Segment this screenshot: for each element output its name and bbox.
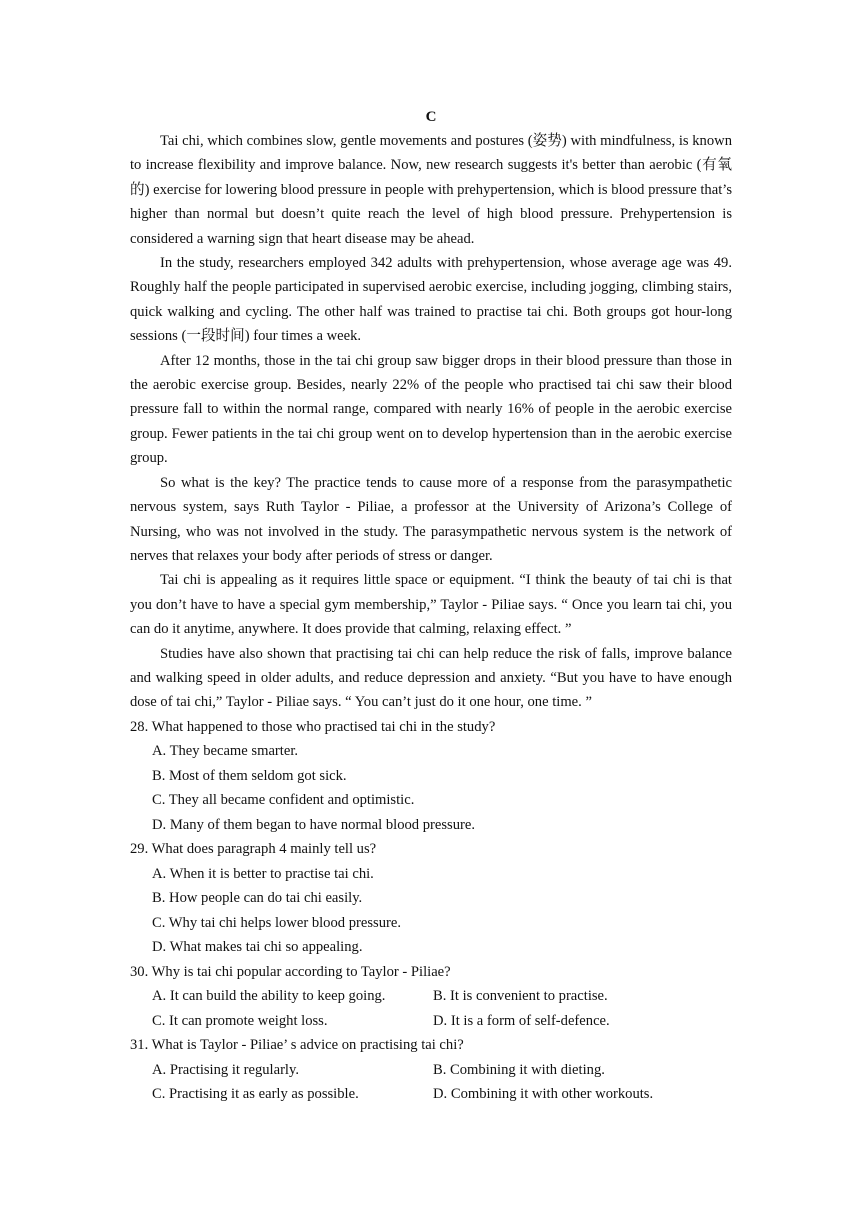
section-title: C [425,109,437,125]
option-d: D. Combining it with other workouts. [433,1086,654,1103]
option-d: D. What makes tai chi so appealing. [152,939,363,956]
option-row [152,984,732,1009]
paragraph-4: So what is the key? The practice tends to cause more of a response from the parasympathetic nervous system, says Ruth Taylor - Piliae, a professor at the University of Arizona’s College of Nursing, who was not involved in the study. The parasympathetic nervous system is the network of nerves that relaxes your body after periods of stress or danger. [130,474,732,564]
question-31 [130,1033,732,1107]
question-stem: 31. What is Taylor - Piliae’ s advice on practising tai chi? [130,1037,464,1054]
paragraph-2: In the study, researchers employed 342 adults with prehypertension, whose average age was 49. Roughly half the people participated in supervised aerobic exercise, including jogging, climbing stairs, quick walking and cycling. The other half was trained to practise tai chi. Both groups got hour-long sessions (一段时间) four times a week. [130,255,732,345]
option-d: D. It is a form of self-defence. [433,1012,610,1029]
option-row [152,1082,732,1107]
question-list [130,715,732,1107]
option-b: B. How people can do tai chi easily. [152,890,363,907]
option-row [152,1009,732,1034]
option-a: A. When it is better to practise tai chi. [152,865,374,882]
paragraph-3: After 12 months, those in the tai chi group saw bigger drops in their blood pressure than those in the aerobic exercise group. Besides, nearly 22% of the people who practised tai chi saw their blood pressure fall to within the normal range, compared with nearly 16% of people in the aerobic exercise group. Fewer patients in the tai chi group went on to develop hypertension than in the aerobic exercise group. [130,352,732,467]
option-d: D. Many of them began to have normal blood pressure. [152,816,476,833]
option-a: A. Practising it regularly. [152,1061,299,1078]
option-a: A. They became smarter. [152,743,299,760]
option-c: C. They all became confident and optimistic. [152,792,415,809]
paragraph-6: Studies have also shown that practising tai chi can help reduce the risk of falls, improve balance and walking speed in older adults, and reduce depression and anxiety. “But you have to have enough dose of tai chi,” Taylor - Piliae says. “ You can’t just do it one hour, one time. ” [130,645,732,711]
option-b: B. It is convenient to practise. [433,988,608,1005]
question-stem: 30. Why is tai chi popular according to Taylor - Piliae? [130,963,451,980]
option-c: C. It can promote weight loss. [152,1012,328,1029]
question-29 [130,837,732,960]
paragraph-1: Tai chi, which combines slow, gentle movements and postures (姿势) with mindfulness, is known to increase flexibility and improve balance. Now, new research suggests it's better than aerobic (有氧的) exercise for lowering blood pressure in people with prehypertension, which is blood pressure that’s higher than normal but doesn’t quite reach the level of high blood pressure. Prehypertension is considered a warning sign that heart disease may be ahead. [130,133,732,247]
option-b: B. Most of them seldom got sick. [152,767,347,784]
paragraph-5: Tai chi is appealing as it requires little space or equipment. “I think the beauty of tai chi is that you don’t have to have a special gym membership,” Taylor - Piliae says. “ Once you learn tai chi, you can do it anytime, anywhere. It does provide that calming, relaxing effect. ” [130,572,732,638]
document-page [130,105,732,1107]
option-c: C. Why tai chi helps lower blood pressure. [152,914,401,931]
question-stem: 28. What happened to those who practised tai chi in the study? [130,718,496,735]
question-28 [130,715,732,838]
option-a: A. It can build the ability to keep going. [152,988,386,1005]
option-row [152,1058,732,1083]
option-c: C. Practising it as early as possible. [152,1086,359,1103]
question-30 [130,960,732,1034]
option-b: B. Combining it with dieting. [433,1061,605,1078]
question-stem: 29. What does paragraph 4 mainly tell us? [130,841,377,858]
